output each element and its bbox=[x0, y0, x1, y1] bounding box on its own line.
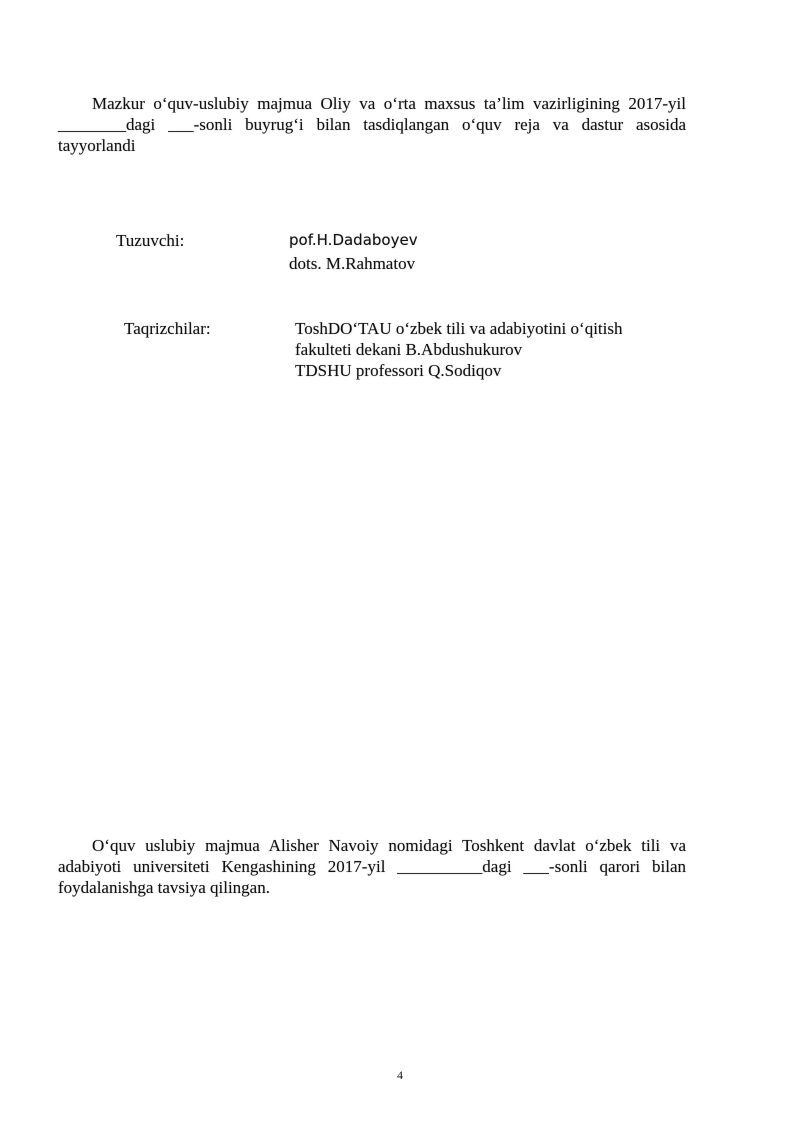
reviewer-line-2: fakulteti dekani B.Abdushukurov bbox=[295, 340, 523, 359]
recommendation-paragraph: O‘quv uslubiy majmua Alisher Navoiy nomidagi Toshkent davlat o‘zbek tili va adabiyoti universiteti Kengashining 2017-yil __________dagi ___-sonli qarori bilan foydalanishga tavsiya qilingan. bbox=[58, 836, 686, 897]
page-number: 4 bbox=[397, 1068, 403, 1082]
reviewer-line-3: TDSHU professori Q.Sodiqov bbox=[295, 361, 502, 380]
intro-paragraph: Mazkur o‘quv-uslubiy majmua Oliy va o‘rta maxsus ta’lim vazirligining 2017-yil ________dagi ___-sonli buyrug‘i bilan tasdiqlangan o‘quv reja va dastur asosida tayyorlandi bbox=[58, 94, 686, 155]
compilers-label: Tuzuvchi: bbox=[116, 231, 185, 250]
reviewer-line-1: ToshDO‘TAU o‘zbek tili va adabiyotini o‘qitish bbox=[295, 319, 623, 338]
reviewers-label: Taqrizchilar: bbox=[124, 319, 211, 338]
compiler-name-1: pof.H.Dadaboyev bbox=[289, 231, 418, 249]
compiler-name-2: dots. M.Rahmatov bbox=[289, 254, 416, 273]
